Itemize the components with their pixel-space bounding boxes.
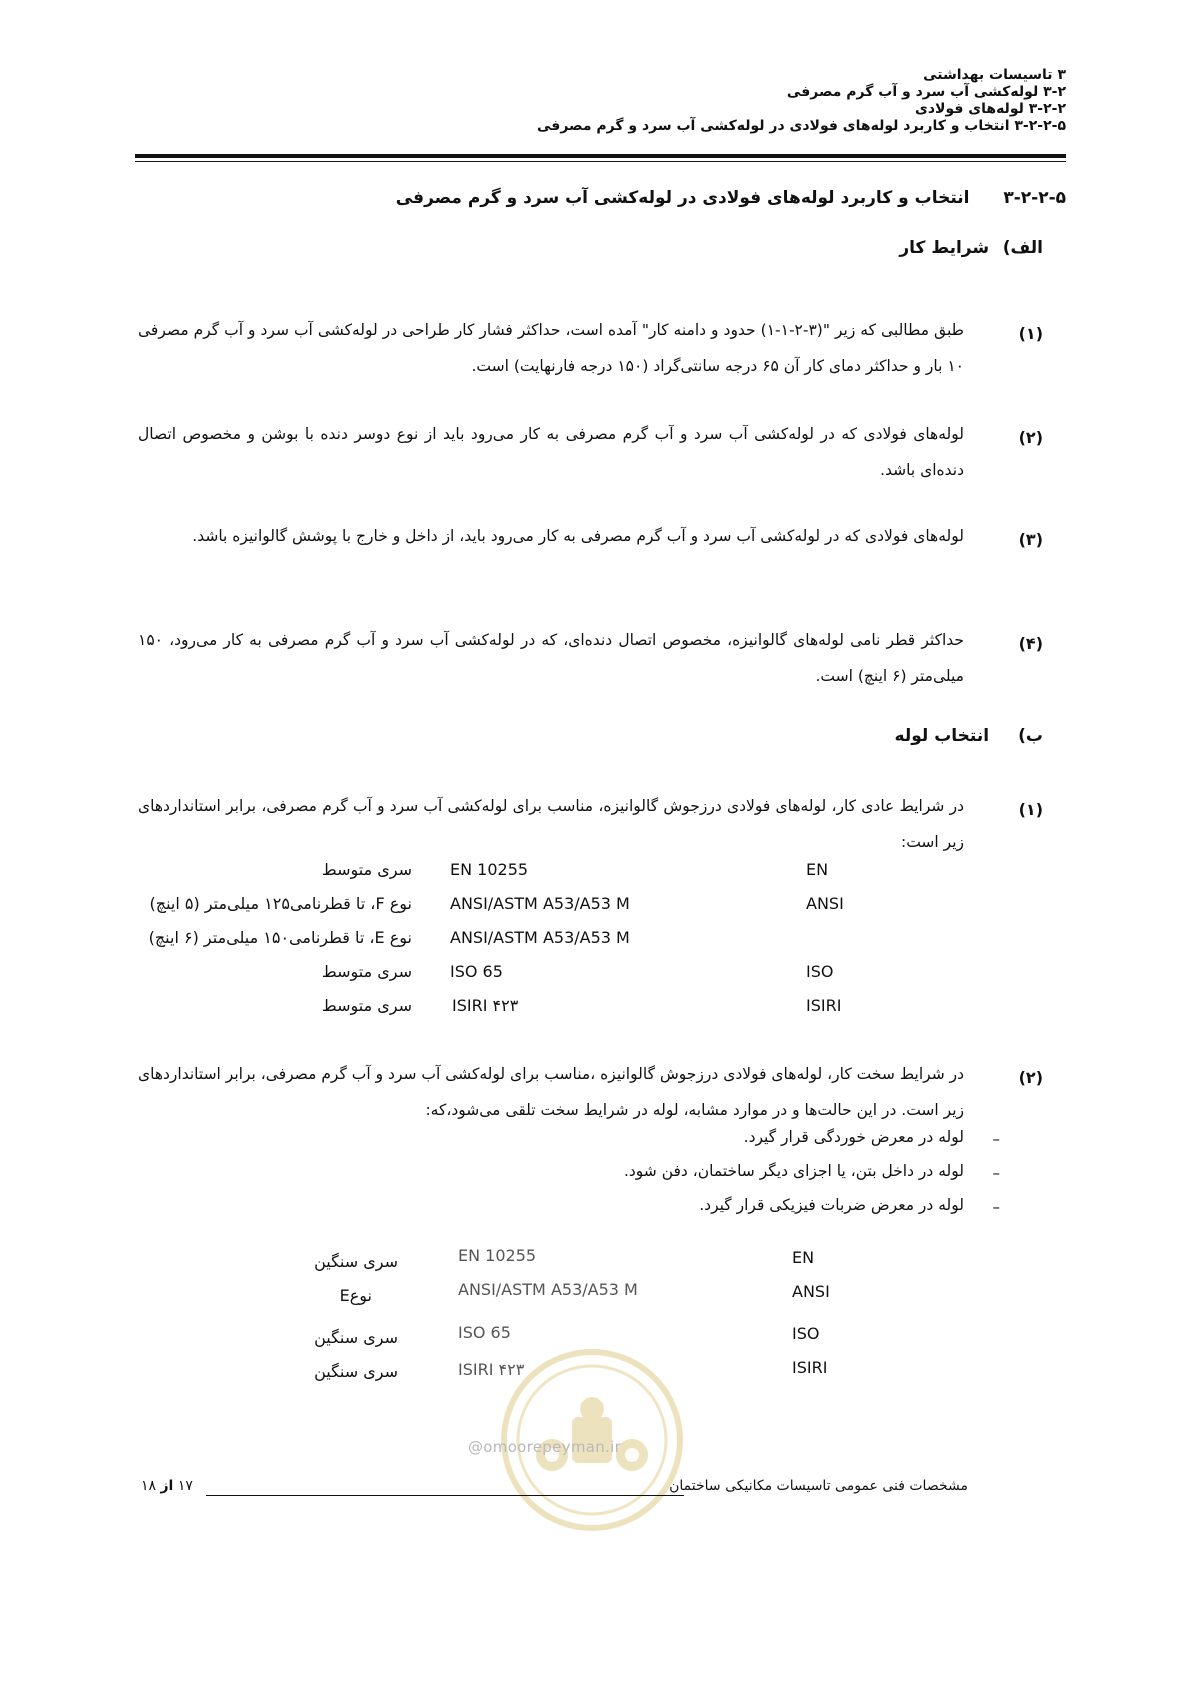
table1-desc: نوع E، تا قطرنامی۱۵۰ میلی‌متر (۶ اینچ) bbox=[148, 928, 412, 947]
table2-desc: سری سنگین bbox=[314, 1362, 398, 1381]
page-sep: از bbox=[160, 1478, 174, 1494]
part-a-title: شرایط کار bbox=[899, 238, 990, 258]
part-b-title: انتخاب لوله bbox=[894, 726, 990, 746]
table1-std: ISIRI ۴۲۳ bbox=[452, 996, 519, 1015]
table2-std: EN 10255 bbox=[458, 1246, 537, 1265]
bullet-dash: – bbox=[992, 1164, 1000, 1182]
part-b-label: ب) bbox=[1018, 726, 1043, 746]
table2-org: ANSI bbox=[792, 1282, 830, 1301]
table1-desc: سری متوسط bbox=[321, 996, 412, 1015]
table1-org: ANSI bbox=[806, 894, 844, 913]
a-item-3-number: (۳) bbox=[1018, 530, 1043, 549]
table2-desc: نوعE bbox=[339, 1286, 372, 1305]
section-title bbox=[396, 188, 1066, 208]
table1-org: ISIRI bbox=[806, 996, 842, 1015]
table1-desc: سری متوسط bbox=[321, 860, 412, 879]
page-current: ۱۷ bbox=[177, 1478, 193, 1494]
a-item-2-number: (۲) bbox=[1018, 428, 1043, 447]
footer-page-number bbox=[141, 1478, 193, 1494]
a-item-4-number: (۴) bbox=[1018, 634, 1043, 653]
part-a-heading bbox=[899, 238, 1043, 258]
header-line-4: ۳-۲-۲-۵ انتخاب و کاربرد لوله‌های فولادی در لوله‌کشی آب سرد و گرم مصرفی bbox=[537, 118, 1066, 134]
table2-org: ISO bbox=[792, 1324, 820, 1343]
a-item-3-text: لوله‌های فولادی که در لوله‌کشی آب سرد و آب گرم مصرفی به کار می‌رود باید، از داخل و خارج با پوشش گالوانیزه باشد. bbox=[192, 527, 964, 545]
table1-std: ANSI/ASTM A53/A53 M bbox=[450, 894, 630, 913]
table1-desc: سری متوسط bbox=[321, 962, 412, 981]
bullet-dash: – bbox=[992, 1198, 1000, 1216]
header-line-2: ۳-۲ لوله‌کشی آب سرد و آب گرم مصرفی bbox=[786, 84, 1066, 100]
table1-std: ANSI/ASTM A53/A53 M bbox=[450, 928, 630, 947]
bullet-dash: – bbox=[992, 1130, 1000, 1148]
table1-org: ISO bbox=[806, 962, 834, 981]
table1-desc: نوع F، تا قطرنامی۱۲۵ میلی‌متر (۵ اینچ) bbox=[149, 894, 412, 913]
part-b-heading bbox=[895, 726, 1043, 746]
footer-doc-title: مشخصات فنی عمومی تاسیسات مکانیکی ساختمان bbox=[669, 1478, 968, 1494]
header-line-1: ۳ تاسیسات بهداشتی bbox=[923, 67, 1066, 83]
table2-desc: سری سنگین bbox=[314, 1252, 398, 1271]
watermark-text: @omoorepeyman.ir bbox=[468, 1438, 622, 1456]
section-title-text: انتخاب و کاربرد لوله‌های فولادی در لوله‌کشی آب سرد و گرم مصرفی bbox=[395, 188, 970, 208]
bullet-item: لوله در معرض خوردگی قرار گیرد. bbox=[743, 1128, 964, 1146]
table1-org: EN bbox=[806, 860, 829, 879]
header-rule-thick bbox=[135, 154, 1066, 158]
table2-std: ANSI/ASTM A53/A53 M bbox=[458, 1280, 638, 1299]
table2-std: ISO 65 bbox=[458, 1323, 511, 1342]
table2-std: ISIRI ۴۲۳ bbox=[458, 1360, 525, 1379]
a-item-1-number: (۱) bbox=[1018, 324, 1043, 343]
header-rule-thin bbox=[135, 161, 1066, 162]
section-number: ۳-۲-۲-۵ bbox=[1003, 188, 1066, 208]
b-item-2-number: (۲) bbox=[1018, 1068, 1043, 1087]
a-item-2-text: لوله‌های فولادی که در لوله‌کشی آب سرد و آب گرم مصرفی به کار می‌رود باید از نوع دوسر دنده با بوشن و مخصوص اتصال دنده‌ای باشد. bbox=[138, 425, 964, 479]
table2-desc: سری سنگین bbox=[314, 1328, 398, 1347]
table1-std: EN 10255 bbox=[450, 860, 529, 879]
bullet-item: لوله در داخل بتن، یا اجزای دیگر ساختمان، دفن شود. bbox=[623, 1162, 964, 1180]
footer-rule bbox=[206, 1495, 684, 1496]
bullet-item: لوله در معرض ضربات فیزیکی قرار گیرد. bbox=[699, 1196, 964, 1214]
table2-org: ISIRI bbox=[792, 1358, 828, 1377]
b-item-1-number: (۱) bbox=[1018, 800, 1043, 819]
table2-org: EN bbox=[792, 1248, 815, 1267]
table1-std: ISO 65 bbox=[450, 962, 503, 981]
page-total: ۱۸ bbox=[141, 1478, 157, 1494]
b-item-1-text: در شرایط عادی کار، لوله‌های فولادی درزجوش گالوانیزه، مناسب برای لوله‌کشی آب سرد و آب گرم مصرفی، برابر استانداردهای زیر است: bbox=[138, 797, 964, 851]
a-item-1-text: طبق مطالبی که زیر "(۳-۲-۱-۱) حدود و دامنه کار" آمده است، حداکثر فشار کار طراحی در لوله‌کشی آب سرد و آب گرم مصرفی ۱۰ بار و حداکثر دمای کار آن ۶۵ درجه سانتی‌گراد (۱۵۰ درجه فارنهایت) است. bbox=[138, 321, 964, 375]
header-line-3: ۳-۲-۲ لوله‌های فولادی bbox=[915, 101, 1066, 117]
a-item-4-text: حداکثر قطر نامی لوله‌های گالوانیزه، مخصوص اتصال دنده‌ای، که در لوله‌کشی آب سرد و آب گرم مصرفی به کار می‌رود، ۱۵۰ میلی‌متر (۶ اینچ) است. bbox=[138, 631, 964, 685]
part-a-label: الف) bbox=[1002, 238, 1043, 258]
b-item-2-text: در شرایط سخت کار، لوله‌های فولادی درزجوش گالوانیزه ،مناسب برای لوله‌کشی آب سرد و آب گرم مصرفی، برابر استانداردهای زیر است. در این حالت‌ها و در موارد مشابه، لوله در شرایط سخت تلقی می‌شود،که: bbox=[138, 1065, 964, 1119]
